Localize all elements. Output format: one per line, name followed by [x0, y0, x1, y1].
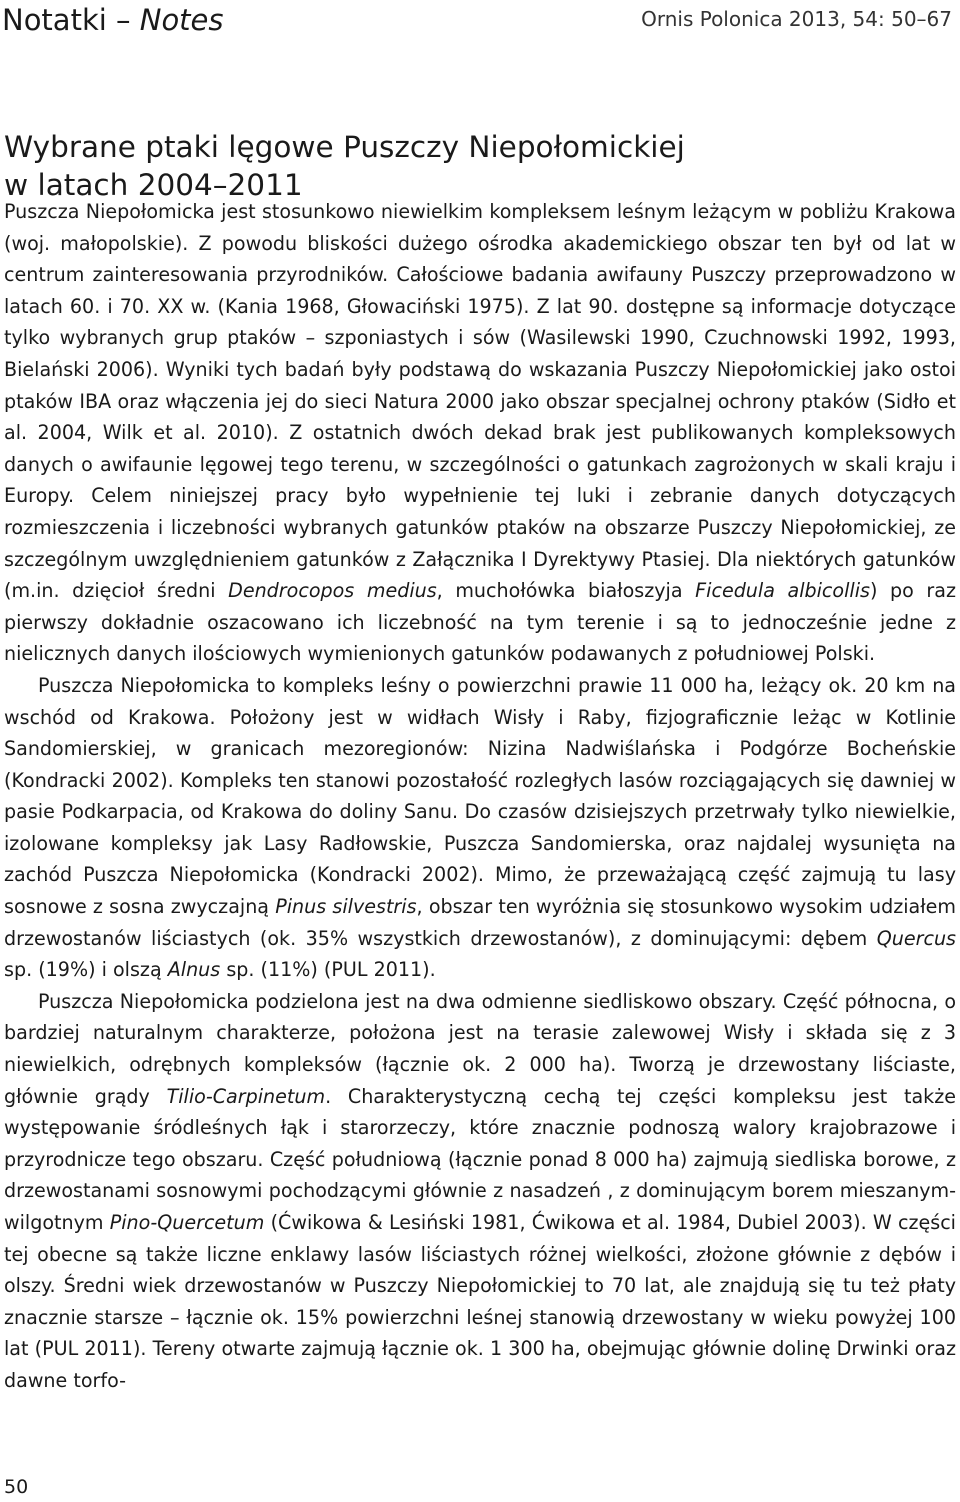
- text-run: Puszcza Niepołomicka podzielona jest na dwa odmienne siedliskowo obszary. Część północna, o bardziej naturalnym charakterze, położona jest na terasie zalewowej Wisły i składa się z 3 niewielkich, odrębnych kompleksów (łącznie ok. 2 000 ha). Tworzą je drzewostany liściaste, głównie grądy: [4, 989, 956, 1108]
- latin-name: Ficedula albicollis: [695, 579, 870, 603]
- article-body: [4, 196, 956, 1397]
- text-run: , muchołówka białoszyja: [436, 579, 696, 603]
- article-title-line-2: w latach 2004–2011: [4, 167, 303, 202]
- paragraph-3: [4, 986, 956, 1397]
- section-title-main: Notatki –: [2, 3, 140, 37]
- paragraph-1: [4, 196, 956, 670]
- latin-name: Tilio-Carpinetum: [166, 1084, 326, 1108]
- text-run: sp. (19%) i olszą: [4, 958, 168, 982]
- text-run: Puszcza Niepołomicka to kompleks leśny o powierzchni prawie 11 000 ha, leżący ok. 20 km na wschód od Krakowa. Położony jest w widłach Wisły i Raby, fizjograficznie leżąc w Kotlinie Sandomierskiej, w granicach mezoregionów: Nizina Nadwiślańska i Podgórze Bocheńskie (Kondracki 2002). Kompleks ten stanowi pozostałość rozległych lasów rozciągających się dawniej w pasie Podkarpacia, od Krakowa do doliny Sanu. Do czasów dzisiejszych przetrwały tylko niewielkie, izolowane kompleksy jak Lasy Radłowskie, Puszcza Sandomierska, oraz najdalej wysunięta na zachód Puszcza Niepołomicka (Kondracki 2002). Mimo, że przeważającą część zajmują tu lasy sosnowe z sosna zwyczajną: [4, 673, 956, 919]
- journal-reference: Ornis Polonica 2013, 54: 50–67: [641, 7, 952, 31]
- text-run: (Ćwikowa & Lesiński 1981, Ćwikowa et al. 1984, Dubiel 2003). W części tej obecne są także liczne enklawy lasów liściastych różnej wielkości, złożone głównie z dębów i olszy. Średni wiek drzewostanów w Puszczy Niepołomickiej to 70 lat, ale znajdują się tu też płaty znacznie starsze – łącznie ok. 15% powierzchni leśnej stanowią drzewostany w wieku powyżej 100 lat (PUL 2011). Tereny otwarte zajmują łącznie ok. 1 300 ha, obejmując głównie dolinę Drwinki oraz dawne torfo-: [4, 1211, 956, 1392]
- section-title: [2, 0, 224, 40]
- latin-name: Quercus: [876, 926, 956, 950]
- article-title-line-1: Wybrane ptaki lęgowe Puszczy Niepołomickiej: [4, 129, 685, 164]
- page-number: 50: [4, 1476, 29, 1498]
- paragraph-2: [4, 670, 956, 986]
- running-header: [0, 0, 960, 40]
- latin-name: Dendrocopos medius: [228, 579, 437, 603]
- section-title-italic: Notes: [139, 3, 224, 37]
- latin-name: Pinus silvestris: [275, 895, 417, 919]
- text-run: . Charakterystyczną cechą tej części kompleksu jest także występowanie śródleśnych łąk i starorzeczy, które znacznie podnoszą walory krajobrazowe i przyrodnicze tego obszaru. Część południową (łącznie ponad 8 000 ha) zajmują siedliska borowe, z drzewostanami sosnowymi pochodzącymi głównie z nasadzeń , z dominującym borem mieszanym-wilgotnym: [4, 1084, 956, 1234]
- latin-name: Alnus: [167, 958, 221, 982]
- latin-name: Pino-Quercetum: [109, 1211, 265, 1234]
- text-run: , obszar ten wyróżnia się stosunkowo wysokim udziałem drzewostanów liściastych (ok. 35% wszystkich drzewostanów), z dominującymi: dębem: [4, 895, 957, 950]
- text-run: Puszcza Niepołomicka jest stosunkowo niewielkim kompleksem leśnym leżącym w pobliżu Krakowa (woj. małopolskie). Z powodu bliskości dużego ośrodka akademickiego obszar ten był od lat w centrum zainteresowania przyrodników. Całościowe badania awifauny Puszczy przeprowadzono w latach 60. i 70. XX w. (Kania 1968, Głowaciński 1975). Z lat 90. dostępne są informacje dotyczące tylko wybranych grup ptaków – szponiastych i sów (Wasilewski 1990, Czuchnowski 1992, 1993, Bielański 2006). Wyniki tych badań były podstawą do wskazania Puszczy Niepołomickiej jako ostoi ptaków IBA oraz włączenia jej do sieci Natura 2000 jako obszar specjalnej ochrony ptaków (Sidło et al. 2004, Wilk et al. 2010). Z ostatnich dwóch dekad brak jest publikowanych kompleksowych danych o awifaunie lęgowej tego terenu, w szczególności o gatunkach zagrożonych w skali kraju i Europy. Celem niniejszej pracy było wypełnienie tej luki i zebranie danych dotyczących rozmieszczenia i liczebności wybranych gatunków ptaków na obszarze Puszczy Niepołomickiej, ze szczególnym uwzględnieniem gatunków z Załącznika I Dyrektywy Ptasiej. Dla niektórych gatunków (m.in. dzięcioł średni: [4, 200, 956, 603]
- text-run: sp. (11%) (PUL 2011).: [220, 958, 436, 982]
- text-run: ) po raz pierwszy dokładnie oszacowano ich liczebność na tym terenie i są to jednocześnie jedne z nielicznych danych ilościowych wymienionych gatunków podawanych z południowej Polski.: [4, 579, 956, 666]
- article-title: [4, 128, 944, 204]
